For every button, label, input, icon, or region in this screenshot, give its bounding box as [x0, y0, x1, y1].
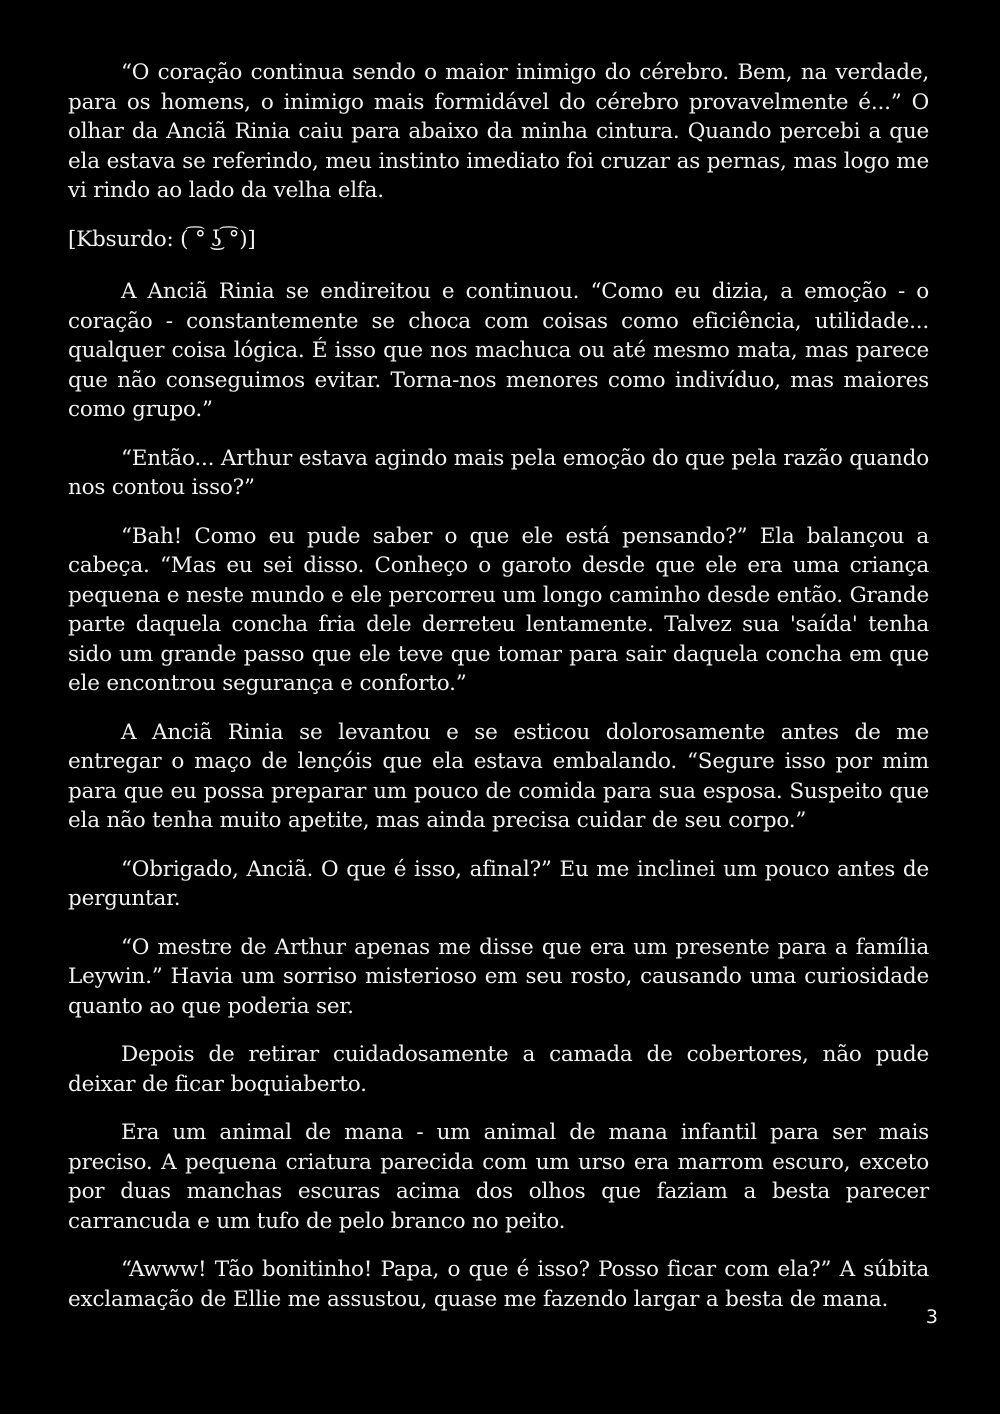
paragraph-7: “Obrigado, Anciã. O que é isso, afinal?” Eu me inclinei um pouco antes de perguntar. [68, 856, 929, 911]
paragraph-1: “O coração continua sendo o maior inimigo do cérebro. Bem, na verdade, para os homens, o inimigo mais formidável do cérebro provavelmente é...” O olhar da Anciã Rinia caiu para abaixo da minha cintura. Quando percebi a que ela estava se referindo, meu instinto imediato foi cruzar as pernas, mas logo me vi rindo ao lado da velha elfa. [68, 60, 929, 203]
paragraph-10: Era um animal de mana - um animal de mana infantil para ser mais preciso. A pequena criatura parecida com um urso era marrom escuro, exceto por duas manchas escuras acima dos olhos que faziam a besta parecer carrancuda e um tufo de pelo branco no peito. [68, 1120, 929, 1234]
paragraph-11: “Awww! Tão bonitinho! Papa, o que é isso? Posso ficar com ela?” A súbita exclamação de Ellie me assustou, quase me fazendo largar a besta de mana. [68, 1257, 929, 1312]
page-body [68, 58, 929, 1333]
paragraph-8: “O mestre de Arthur apenas me disse que era um presente para a família Leywin.” Havia um sorriso misterioso em seu rosto, causando uma curiosidade quanto ao que poderia ser. [68, 934, 929, 1019]
paragraph-5: “Bah! Como eu pude saber o que ele está pensando?” Ela balançou a cabeça. “Mas eu sei disso. Conheço o garoto desde que ele era uma criança pequena e neste mundo e ele percorreu um longo caminho desde então. Grande parte daquela concha fria dele derreteu lentamente. Talvez sua 'saída' tenha sido um grande passo que ele teve que tomar para sair daquela concha em que ele encontrou segurança e conforto.” [68, 523, 929, 696]
paragraph-4: “Então... Arthur estava agindo mais pela emoção do que pela razão quando nos contou isso?” [68, 445, 929, 500]
paragraph-3: A Anciã Rinia se endireitou e continuou. “Como eu dizia, a emoção - o coração - constantemente se choca com coisas como eficiência, utilidade... qualquer coisa lógica. É isso que nos machuca ou até mesmo mata, mas parece que não conseguimos evitar. Torna-nos menores como indivíduo, mas maiores como grupo.” [68, 279, 929, 422]
page-number: 3 [925, 1306, 938, 1328]
translator-note: [Kbsurdo: ( ͡° ͜ʖ ͡°)] [68, 226, 256, 252]
paragraph-9: Depois de retirar cuidadosamente a camada de cobertores, não pude deixar de ficar boquiaberto. [68, 1042, 929, 1097]
paragraph-6: A Anciã Rinia se levantou e se esticou dolorosamente antes de me entregar o maço de lençóis que ela estava embalando. “Segure isso por mim para que eu possa preparar um pouco de comida para sua esposa. Suspeito que ela não tenha muito apetite, mas ainda precisa cuidar de seu corpo.” [68, 719, 929, 833]
